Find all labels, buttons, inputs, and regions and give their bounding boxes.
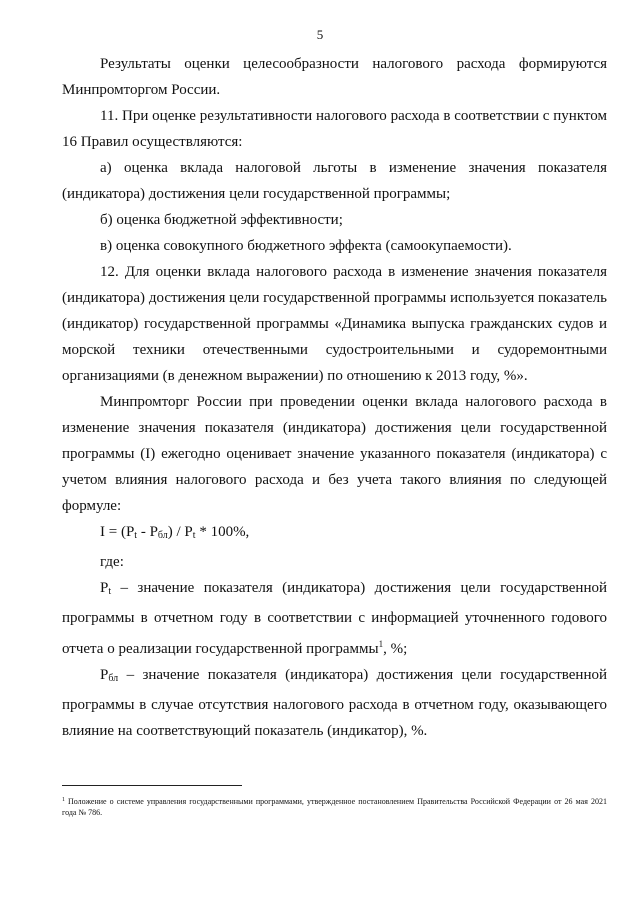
- pbl-text: – значение показателя (индикатора) достижения цели государственной программы в случае отсутствия налогового расхода в отчетном году, оказывающего влияние на соответствующий показатель (индикатор), %.: [62, 667, 607, 739]
- footnote-text: Положение о системе управления государственными программами, утвержденное постановлением Правительства Российской Федерации от 26 мая 2021 года № 786.: [62, 797, 607, 817]
- formula-sub-bl: бл: [157, 530, 168, 541]
- paragraph-12: 12. Для оценки вклада налогового расхода в изменение значения показателя (индикатора) достижения цели государственной программы используется показатель (индикатор) государственной программы «Динамика выпуска гражданских судов и морской техники отечественными судостроительными и судоремонтными организациями (в денежном выражении) по отношению к 2013 году, %».: [62, 264, 607, 384]
- paragraph-results: Результаты оценки целесообразности налогового расхода формируются Минпромторгом России.: [62, 56, 607, 98]
- footnote-ref[interactable]: 1: [378, 639, 384, 649]
- formula-sub-t: t: [134, 530, 138, 541]
- document-body: [62, 51, 607, 744]
- pt-symbol: P: [100, 580, 109, 596]
- formula-mid: - P: [137, 524, 158, 540]
- pt-text: – значение показателя (индикатора) достижения цели государственной программы в отчетном году в соответствии с информацией уточненного годового отчета о реализации государственной программы: [62, 580, 607, 657]
- definition-pt: [62, 575, 607, 662]
- page-number: 5: [316, 27, 324, 42]
- list-item-v: в) оценка совокупного бюджетного эффекта (самоокупаемости).: [100, 238, 512, 254]
- paragraph-11: 11. При оценке результативности налогового расхода в соответствии с пунктом 16 Правил осуществляются:: [62, 108, 607, 150]
- formula-rhs: * 100%,: [195, 524, 250, 540]
- list-item-b: б) оценка бюджетной эффективности;: [100, 212, 343, 228]
- formula-sub-t2: t: [192, 530, 196, 541]
- paragraph-method: Минпромторг России при проведении оценки вклада налогового расхода в изменение значения показателя (индикатора) достижения цели государственной программы (I) ежегодно оценивает значение указанного показателя (индикатора) с учетом влияния налогового расхода и без учета такого влияния по следующей формуле:: [62, 394, 607, 514]
- footnote-mark: 1: [62, 797, 65, 803]
- pbl-symbol: P: [100, 667, 109, 683]
- list-item-a: а) оценка вклада налоговой льготы в изменение значения показателя (индикатора) достижения цели государственной программы;: [62, 160, 607, 202]
- definition-pbl: [62, 662, 607, 744]
- formula-mid2: ) / P: [167, 524, 193, 540]
- formula: [62, 519, 607, 549]
- where-label: где:: [100, 554, 124, 570]
- pbl-subscript: бл: [108, 673, 119, 684]
- footnote-divider: [62, 785, 242, 786]
- pt-subscript: t: [108, 586, 112, 597]
- footnote: [62, 795, 607, 818]
- formula-lhs: I = (P: [100, 524, 135, 540]
- pt-text-end: , %;: [383, 641, 408, 657]
